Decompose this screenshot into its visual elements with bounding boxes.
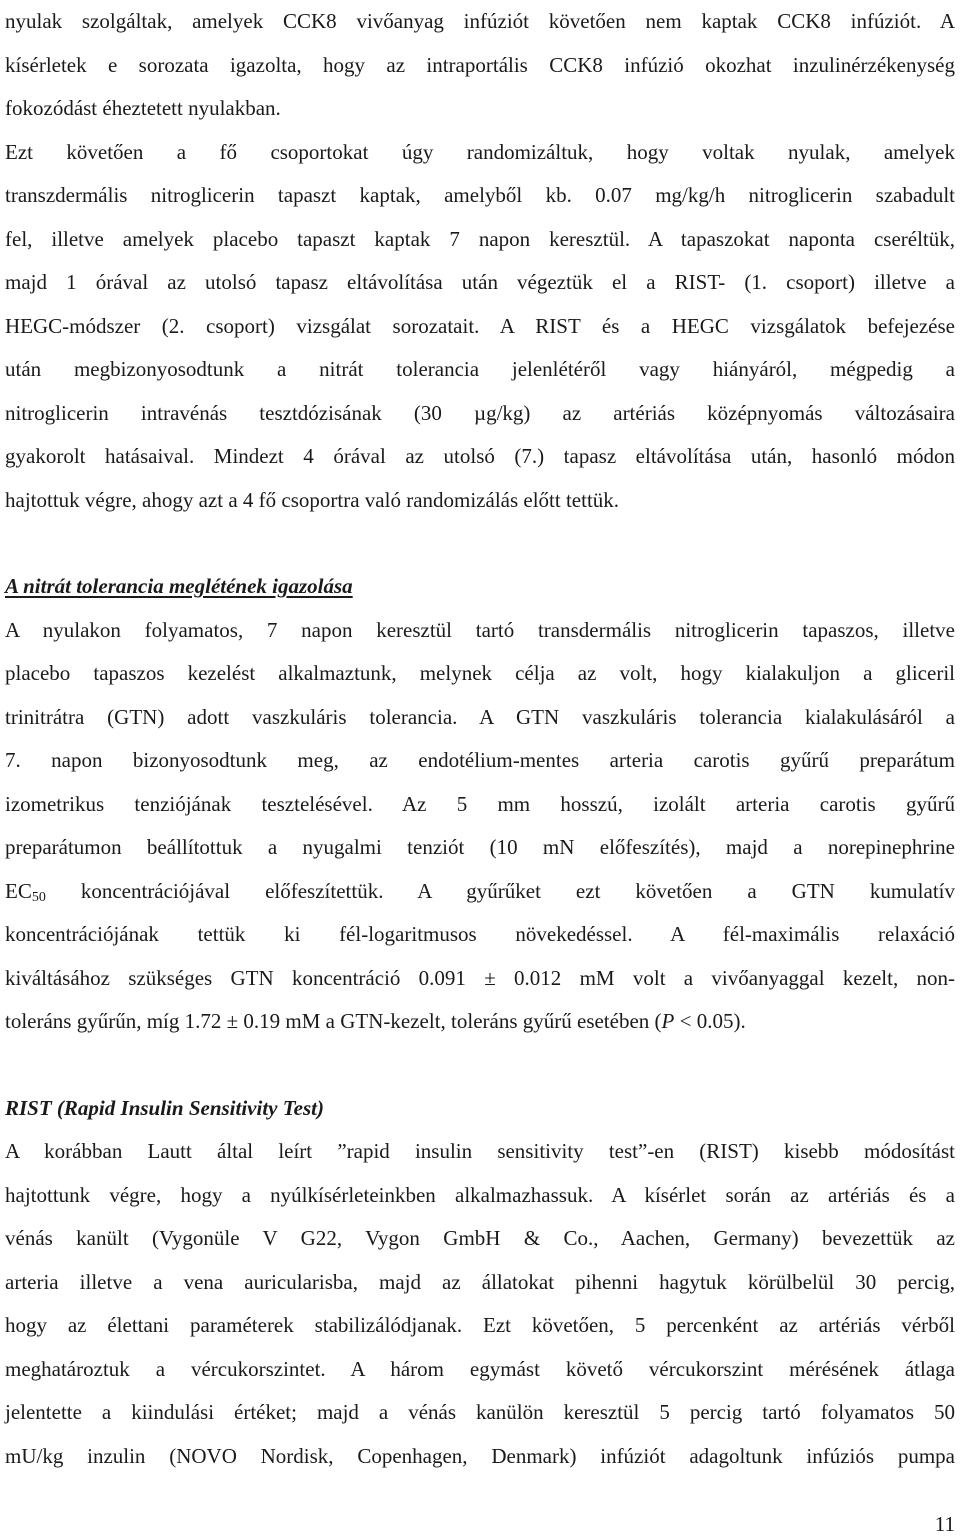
- paragraph-randomization: [5, 131, 955, 523]
- text-line: transzdermális nitroglicerin tapaszt kaptak, amelyből kb. 0.07 mg/kg/h nitroglicerin szabadult: [5, 183, 955, 207]
- text-line-p-value: [5, 1000, 955, 1044]
- text-line: fel, illetve amelyek placebo tapaszt kaptak 7 napon keresztül. A tapaszokat naponta cseréltük,: [5, 226, 955, 251]
- text-line: trinitrátra (GTN) adott vaszkuláris tolerancia. A GTN vaszkuláris tolerancia kialakulásáról a: [5, 704, 955, 729]
- text-line: jelentette a kiindulási értéket; majd a vénás kanülön keresztül 5 percig tartó folyamatos 50: [5, 1400, 955, 1424]
- text-line: nitroglicerin intravénás tesztdózisának (30 µg/kg) az artériás középnyomás változásaira: [5, 400, 955, 425]
- document-page: [5, 0, 955, 1478]
- paragraph-spacer: [5, 522, 955, 565]
- heading-text: RIST (Rapid Insulin Sensitivity Test): [5, 1095, 324, 1120]
- ec-line-rest: koncentrációjával előfeszítettük. A gyűrűket ezt követően a GTN kumulatív: [45, 878, 955, 903]
- text-line: majd 1 órával az utolsó tapasz eltávolítása után végeztük el a RIST- (1. csoport) illetve a: [5, 270, 955, 294]
- section-heading-nitrate-tolerance: [5, 565, 955, 609]
- text-line: arteria illetve a vena auricularisba, majd az állatokat pihenni hagytuk körülbelül 30 percig,: [5, 1269, 955, 1294]
- text-line: hajtottunk végre, hogy a nyúlkísérleteinkben alkalmazhassuk. A kísérlet során az artériás és a: [5, 1182, 955, 1207]
- text-line: hogy az élettani paraméterek stabilizálódjanak. Ezt követően, 5 percenként az artériás vérből: [5, 1313, 955, 1337]
- section-heading-rist: [5, 1087, 955, 1131]
- text-line: fokozódást éheztetett nyulakban.: [5, 96, 281, 120]
- text-line: placebo tapaszos kezelést alkalmaztunk, melynek célja az volt, hogy kialakuljon a gliceril: [5, 661, 955, 685]
- text-line: Ezt követően a fő csoportokat úgy randomizáltuk, hogy voltak nyulak, amelyek: [5, 139, 955, 164]
- text-line: izometrikus tenziójának tesztelésével. Az 5 mm hosszú, izolált arteria carotis gyűrű: [5, 791, 955, 816]
- heading-text: A nitrát tolerancia meglétének igazolása: [5, 574, 353, 598]
- p-symbol: P: [661, 1009, 675, 1033]
- text-line: hajtottuk végre, ahogy azt a 4 fő csoportra való randomizálás előtt tettük.: [5, 487, 620, 512]
- text-line: mU/kg inzulin (NOVO Nordisk, Copenhagen, Denmark) infúziót adagoltunk infúziós pumpa: [5, 1443, 955, 1468]
- text-line: kiváltásához szükséges GTN koncentráció 0.091 ± 0.012 mM volt a vivőanyaggal kezelt, non-: [5, 965, 955, 990]
- text-line: koncentrációjának tettük ki fél-logaritmusos növekedéssel. A fél-maximális relaxáció: [5, 922, 955, 946]
- text-line: A nyulakon folyamatos, 7 napon keresztül tartó transdermális nitroglicerin tapaszos, illetve: [5, 617, 955, 642]
- paragraph-nitrate-tolerance: [5, 609, 955, 1044]
- text-line: meghatároztuk a vércukorszintet. A három egymást követő vércukorszint mérésének átlaga: [5, 1356, 955, 1381]
- page-number: 11: [934, 1512, 955, 1536]
- text-line: preparátumon beállítottuk a nyugalmi tenziót (10 mN előfeszítés), majd a norepinephrine: [5, 835, 955, 859]
- text-line: kísérletek e sorozata igazolta, hogy az intraportális CCK8 infúzió okozhat inzulinérzékenység: [5, 52, 955, 77]
- text-line: HEGC-módszer (2. csoport) vizsgálat sorozatait. A RIST és a HEGC vizsgálatok befejezése: [5, 313, 955, 338]
- ec-subscript: 50: [31, 889, 46, 905]
- paragraph-intro: [5, 0, 955, 131]
- paragraph-spacer: [5, 1044, 955, 1087]
- text-line: gyakorolt hatásaival. Mindezt 4 órával az utolsó (7.) tapasz eltávolítása után, hasonló módon: [5, 444, 955, 468]
- p-line-before: toleráns gyűrűn, míg 1.72 ± 0.19 mM a GTN-kezelt, toleráns gyűrű esetében (: [5, 1009, 662, 1033]
- text-line: után megbizonyosodtunk a nitrát tolerancia jelenlétéről vagy hiányáról, mégpedig a: [5, 357, 955, 381]
- ec-label: EC: [5, 878, 32, 903]
- text-line: 7. napon bizonyosodtunk meg, az endotélium-mentes arteria carotis gyűrű preparátum: [5, 748, 955, 772]
- text-line-ec50: [5, 870, 955, 914]
- text-line: vénás kanült (Vygonüle V G22, Vygon GmbH & Co., Aachen, Germany) bevezettük az: [5, 1226, 955, 1250]
- p-line-after: < 0.05).: [674, 1009, 746, 1033]
- paragraph-rist: [5, 1130, 955, 1478]
- text-line: nyulak szolgáltak, amelyek CCK8 vivőanyag infúziót követően nem kaptak CCK8 infúziót. A: [5, 9, 955, 33]
- text-line: A korábban Lautt által leírt ”rapid insulin sensitivity test”-en (RIST) kisebb módosítást: [5, 1139, 955, 1163]
